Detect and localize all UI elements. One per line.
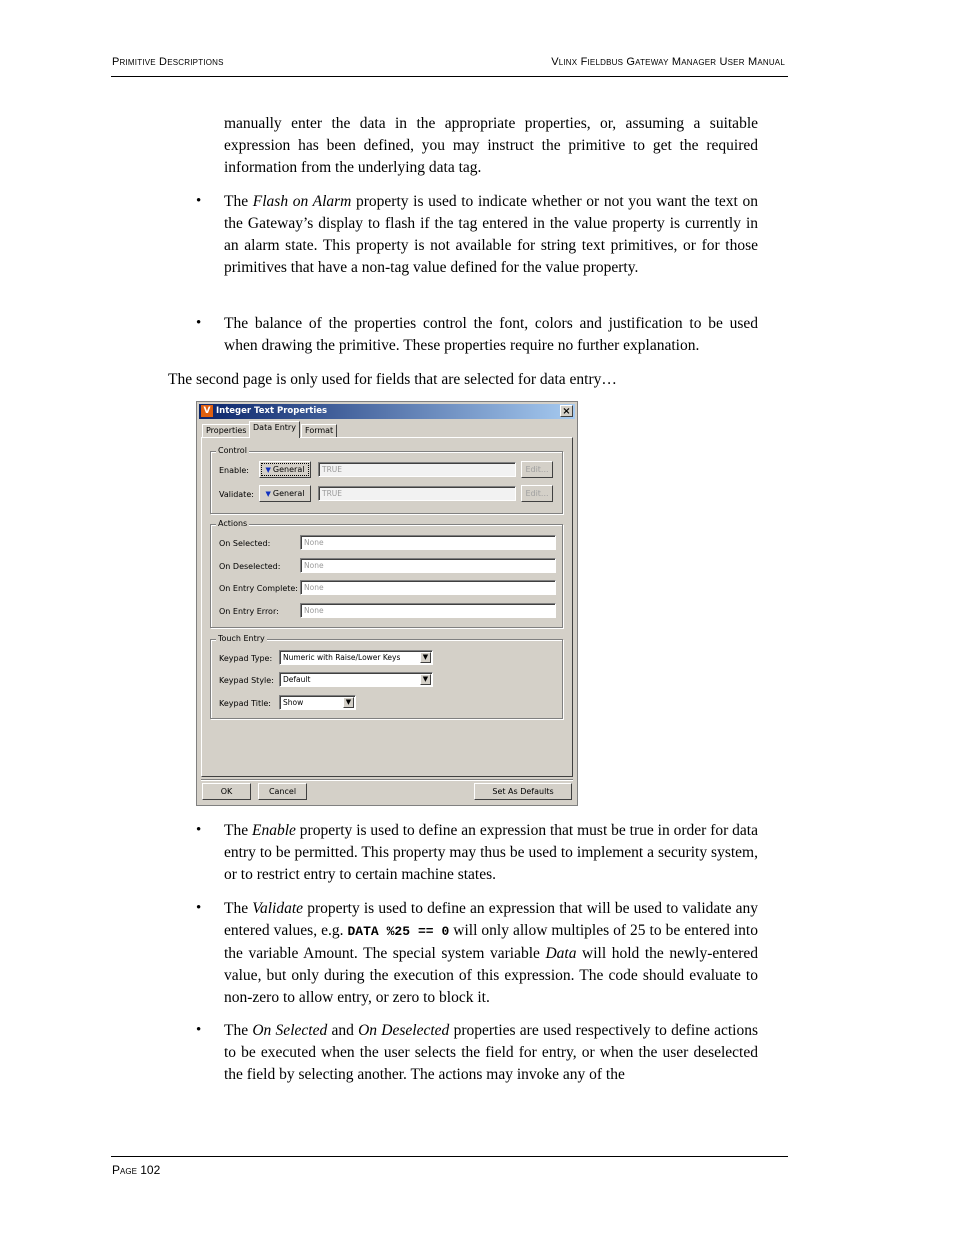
enable-edit-button[interactable]: Edit... [521, 461, 553, 478]
dialog-titlebar [199, 404, 575, 419]
text-run: property is used to define an expression that must be true in order for data entry to be permitted. This property may thus be used to implement a security system, or to restrict entry to certain machine states. [224, 822, 758, 883]
tab-data-entry[interactable]: Data Entry [249, 421, 300, 438]
validate-expression-field[interactable]: TRUE [318, 486, 516, 501]
enable-paragraph [224, 820, 758, 886]
term-on-selected: On Selected [252, 1022, 328, 1039]
keypad-title-value: Show [283, 698, 304, 707]
ok-button[interactable]: OK [202, 783, 251, 800]
touch-entry-group [210, 634, 563, 719]
validate-label: Validate: [219, 490, 254, 499]
on-entry-error-label: On Entry Error: [219, 607, 279, 616]
dropdown-arrow-icon: ▼ [265, 490, 271, 498]
enable-mode-button[interactable] [259, 461, 311, 478]
actions-group [210, 519, 563, 628]
keypad-title-label: Keypad Title: [219, 699, 271, 708]
on-deselected-label: On Deselected: [219, 562, 281, 571]
balance-paragraph: The balance of the properties control the font, colors and justification to be used when drawing the primitive. These properties require no further explanation. [224, 315, 758, 354]
text-run: property is used to define an expression that will be used to validate any entered values, e.g. [224, 900, 758, 939]
text-run: will only allow multiples of 25 to be entered into the variable Amount. The special system variable [224, 922, 758, 962]
control-group-label: Control [218, 446, 247, 455]
code-example: DATA %25 == 0 [347, 924, 450, 939]
keypad-style-value: Default [283, 675, 311, 684]
on-entry-complete-label: On Entry Complete: [219, 584, 298, 593]
validate-mode-label: General [272, 489, 305, 498]
bullet-marker: • [196, 315, 202, 331]
cancel-button[interactable]: Cancel [258, 783, 307, 800]
validate-paragraph [224, 898, 758, 1009]
keypad-type-value: Numeric with Raise/Lower Keys [283, 653, 401, 662]
validate-mode-button[interactable] [259, 485, 311, 502]
on-deselected-field[interactable]: None [300, 558, 556, 573]
enable-mode-label: General [272, 465, 305, 474]
running-header-right: Vlinx Fieldbus Gateway Manager User Manual [551, 56, 785, 68]
button-separator [201, 779, 573, 780]
keypad-type-select[interactable] [279, 650, 433, 665]
on-selected-paragraph [224, 1020, 758, 1086]
term-on-deselected: On Deselected [358, 1022, 450, 1039]
chevron-down-icon[interactable]: ▼ [420, 674, 431, 685]
bullet-marker: • [196, 1022, 202, 1038]
actions-group-label: Actions [218, 519, 248, 528]
text-run: The [224, 900, 253, 917]
close-icon[interactable]: × [560, 405, 573, 417]
header-rule [111, 76, 788, 77]
second-page-sentence: The second page is only used for fields that are selected for data entry… [168, 371, 617, 388]
on-entry-complete-field[interactable]: None [300, 580, 556, 595]
on-selected-field[interactable]: None [300, 535, 556, 550]
chevron-down-icon[interactable]: ▼ [420, 652, 431, 663]
set-as-defaults-button[interactable]: Set As Defaults [474, 783, 572, 800]
text-run: The [224, 1022, 253, 1039]
text-run: The [224, 193, 253, 210]
integer-text-properties-dialog [196, 401, 578, 806]
term-validate: Validate [252, 900, 304, 917]
text-run: properties are used respectively to define actions to be executed when the user selects the field for entry, or when the user deselected the field by selecting another. The actions may invoke any of the [224, 1022, 758, 1083]
bullet-marker: • [196, 193, 202, 209]
enable-label: Enable: [219, 466, 249, 475]
footer-rule [111, 1156, 788, 1157]
continuation-paragraph: manually enter the data in the appropriate properties, or, assuming a suitable expression has been defined, you may instruct the primitive to get the required information from the underlying data tag. [224, 115, 758, 176]
term-flash-on-alarm: Flash on Alarm [252, 193, 352, 210]
data-entry-panel [201, 437, 573, 777]
running-header-left: Primitive Descriptions [112, 56, 224, 68]
on-entry-error-field[interactable]: None [300, 603, 556, 618]
control-group [210, 446, 563, 514]
flash-on-alarm-paragraph [224, 191, 758, 279]
term-enable: Enable [252, 822, 296, 839]
touch-entry-group-label: Touch Entry [218, 634, 265, 643]
bullet-marker: • [196, 900, 202, 916]
chevron-down-icon[interactable]: ▼ [343, 697, 354, 708]
text-run: property is used to indicate whether or not you want the text on the Gateway’s display to flash if the tag entered in the value property is currently in an alarm state. This property is not available for string text primitives, or for those primitives that have a non-tag value defined for the value property. [224, 193, 758, 276]
tab-format[interactable]: Format [301, 424, 337, 437]
text-run: The [224, 822, 252, 839]
dialog-title: Integer Text Properties [216, 406, 328, 416]
enable-expression-field[interactable]: TRUE [318, 462, 516, 477]
keypad-style-label: Keypad Style: [219, 676, 274, 685]
term-data: Data [545, 945, 577, 962]
text-run: and [327, 1022, 359, 1039]
app-icon: V [201, 405, 213, 417]
keypad-style-select[interactable] [279, 672, 433, 687]
tab-properties[interactable]: Properties [202, 424, 250, 437]
dropdown-arrow-icon: ▼ [265, 466, 271, 474]
bullet-marker: • [196, 822, 202, 838]
validate-edit-button[interactable]: Edit... [521, 485, 553, 502]
page-number: Page 102 [112, 1163, 161, 1177]
keypad-title-select[interactable] [279, 695, 356, 710]
keypad-type-label: Keypad Type: [219, 654, 273, 663]
on-selected-label: On Selected: [219, 539, 271, 548]
text-run: will hold the newly-entered value, but only during the execution of this expression. The code should evaluate to non-zero to allow entry, or zero to block it. [224, 945, 758, 1006]
